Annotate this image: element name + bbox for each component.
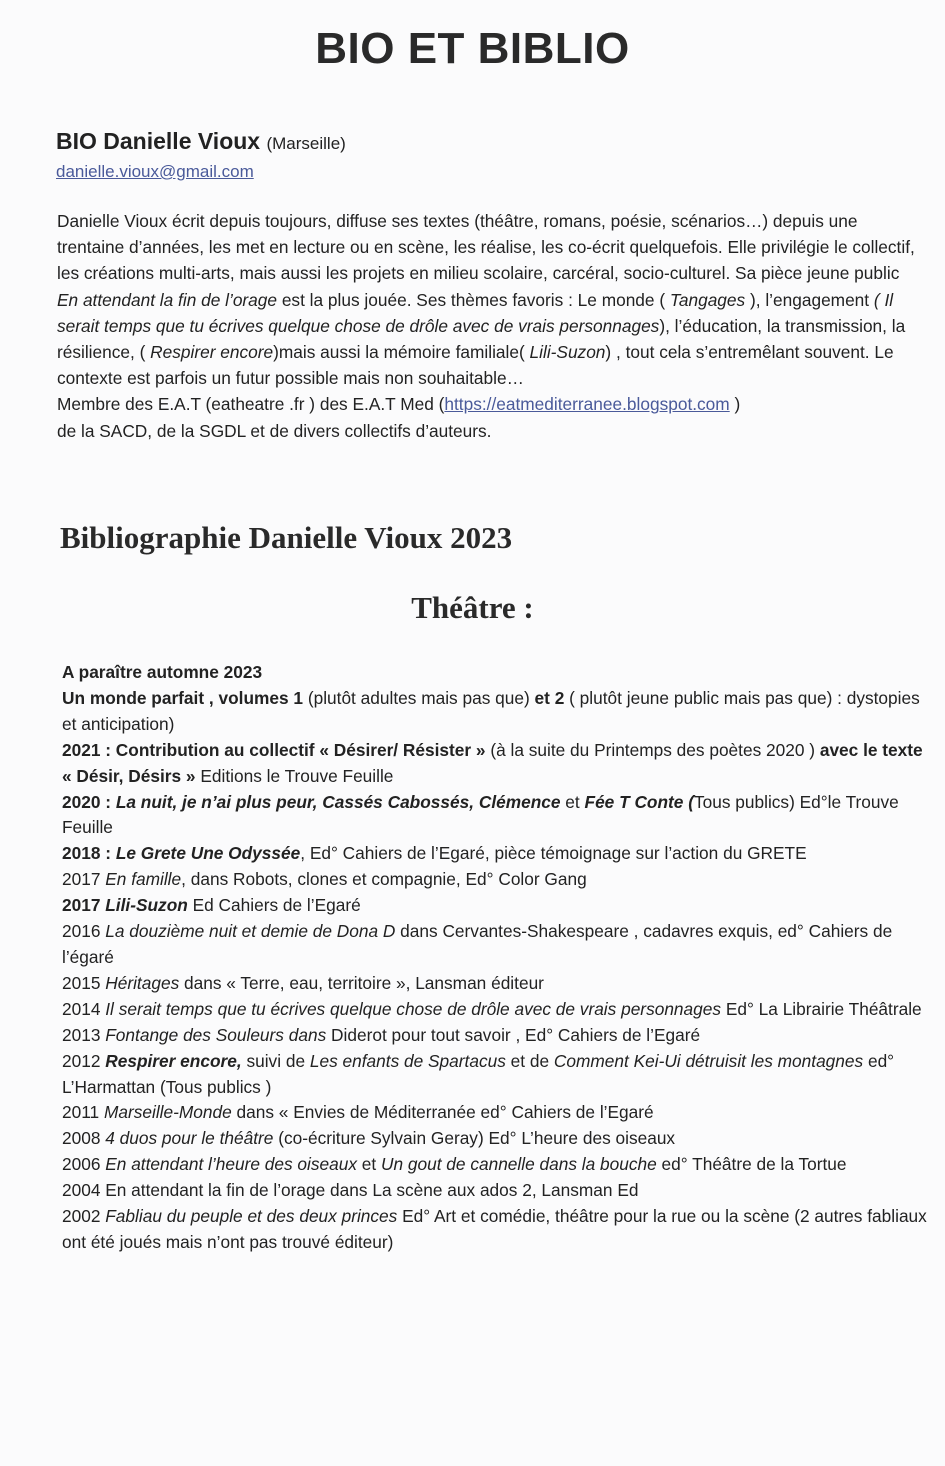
bio-text-segment: Danielle Vioux écrit depuis toujours, diffuse ses textes (théâtre, romans, poésie, scénarios…) depuis une trentaine d’années, les met en lecture ou en scène, les réalise, les co-écrit quelquefois. Elle privilégie le collectif, les créations multi-arts, mais aussi les projets en milieu scolaire, carcéral, socio-culturel. Sa pièce jeune public [57, 211, 915, 284]
entry-heading: A paraître automne 2023 [62, 662, 263, 682]
entry-year: 2014 [62, 998, 106, 1019]
bio-text-segment: ), l’éducation, la transmission, la résilience, ( [57, 315, 906, 363]
bibliography-entry [62, 1152, 927, 1178]
entry-title: La douzième nuit et demie de Dona D [105, 921, 396, 942]
entry-year: 2013 [62, 1024, 106, 1045]
bibliography-entry [62, 660, 927, 686]
bio-title-orage: En attendant la fin de l’orage [57, 289, 278, 310]
bibliography-entry [62, 1178, 927, 1204]
eatmed-link[interactable]: https://eatmediterranee.blogspot.com [444, 394, 730, 415]
entry-title: Les enfants de Spartacus [309, 1050, 506, 1071]
entry-bold: Un monde parfait , volumes 1 [62, 687, 304, 708]
page-title: BIO ET BIBLIO [315, 24, 630, 73]
bibliography-entry [62, 971, 927, 997]
entry-year: 2016 [62, 921, 106, 942]
bio-title-lili: Lili-Suzon [529, 342, 606, 363]
entry-year: 2017 [62, 869, 106, 890]
entry-text: (à la suite du Printemps des poètes 2020 ) [485, 739, 820, 760]
bibliography-entry [62, 1049, 927, 1101]
entry-text: et [356, 1154, 381, 1175]
member-text: Membre des E.A.T (eatheatre .fr ) des E.A.T Med ( [57, 394, 445, 415]
bibliography-entry [62, 738, 927, 790]
bio-heading-name: BIO Danielle Vioux [56, 128, 261, 154]
entry-title: Comment Kei-Ui détruisit les montagnes [553, 1050, 864, 1071]
entry-text: dans « Envies de Méditerranée ed° Cahiers de l’Egaré [231, 1102, 654, 1123]
entry-text: Ed° La Librairie Théâtrale [721, 998, 922, 1019]
entry-title: La nuit, je n’ai plus peur, Cassés Cabossés, Clémence [115, 791, 561, 812]
entry-year: 2018 : [62, 843, 116, 864]
entry-title: Respirer encore, [105, 1050, 242, 1071]
entry-year: 2012 [62, 1050, 106, 1071]
entry-title: Lili-Suzon [105, 895, 188, 916]
bibliography-entry [62, 919, 927, 971]
entry-text: Ed Cahiers de l’Egaré [187, 895, 361, 916]
bibliography-entry [62, 1023, 927, 1049]
entry-text: 2004 En attendant la fin de l’orage dans La scène aux ados 2, Lansman Ed [62, 1180, 639, 1201]
bio-title-tangages: Tangages [669, 289, 746, 310]
entry-year: 2017 [62, 895, 106, 916]
entry-text: , dans Robots, clones et compagnie, Ed° Color Gang [181, 869, 587, 890]
bibliography-entry [62, 1126, 927, 1152]
entry-text: (plutôt adultes mais pas que) [303, 687, 535, 708]
entry-year: 2006 [62, 1154, 106, 1175]
entry-title: Héritages [105, 972, 180, 993]
section-heading-theatre: Théâtre : [411, 590, 534, 625]
bio-title-respirer: Respirer encore [150, 342, 274, 363]
entry-title: Fabliau du peuple et des deux princes [105, 1206, 398, 1227]
bibliography-entry [62, 997, 927, 1023]
entry-text: Editions le Trouve Feuille [195, 765, 394, 786]
member-text-line2: de la SACD, de la SGDL et de divers collectifs d’auteurs. [57, 420, 492, 441]
email-link[interactable]: danielle.vioux@gmail.com [56, 162, 254, 181]
entry-title: En attendant l’heure des oiseaux [105, 1154, 357, 1175]
bio-text-segment: ) , tout cela s’entremêlant souvent. Le contexte est parfois un futur possible mais non souhaitable… [57, 342, 894, 389]
bibliography-entry [62, 893, 927, 919]
entry-title: Le Grete Une Odyssée [115, 843, 301, 864]
entry-text: ( plutôt jeune public mais pas que) : dystopies et anticipation) [62, 687, 920, 734]
bibliography-list [62, 660, 927, 1256]
bibliography-entry [62, 841, 927, 867]
entry-title: Fontange des Souleurs dans [105, 1024, 327, 1045]
entry-text: Tous publics) Ed°le Trouve Feuille [62, 791, 899, 838]
entry-year: 2008 [62, 1128, 106, 1149]
entry-title: Fée T Conte ( [584, 791, 694, 812]
entry-text: ed° L’Harmattan (Tous publics ) [62, 1050, 895, 1097]
entry-text: Ed° Art et comédie, théâtre pour la rue ou la scène (2 autres fabliaux ont été joués mais n’ont pas trouvé éditeur) [62, 1206, 927, 1252]
bibliography-entry [62, 867, 927, 893]
entry-title: En famille [105, 869, 182, 890]
entry-text: et [560, 791, 585, 812]
entry-title: Il serait temps que tu écrives quelque chose de drôle avec de vrais personnages [105, 998, 722, 1019]
entry-text: suivi de [241, 1050, 310, 1071]
entry-year: 2015 [62, 972, 106, 993]
bibliography-entry [62, 1204, 927, 1256]
bio-heading [56, 128, 346, 155]
bibliography-entry [62, 686, 927, 738]
entry-text: (co-écriture Sylvain Geray) Ed° L’heure des oiseaux [273, 1128, 676, 1149]
entry-bold: et 2 [534, 687, 565, 708]
entry-bold: avec le texte « Désir, Désirs » [62, 739, 923, 786]
entry-title: 4 duos pour le théâtre [105, 1128, 274, 1149]
entry-year: 2020 : [62, 791, 116, 812]
bio-paragraph [57, 208, 917, 444]
bio-text-segment: ), l’engagement [745, 289, 874, 310]
bio-title-serait: ( Il serait temps que tu écrives quelque chose de drôle avec de vrais personnages [57, 289, 894, 336]
bio-text-segment: est la plus jouée. Ses thèmes favoris : Le monde ( [277, 289, 670, 310]
entry-bold: 2021 : Contribution au collectif « Désirer/ Résister » [62, 739, 486, 760]
entry-text: et de [505, 1050, 554, 1071]
entry-title: Un gout de cannelle dans la bouche [380, 1154, 657, 1175]
member-text: ) [729, 394, 741, 415]
entry-text: dans Cervantes-Shakespeare , cadavres exquis, ed° Cahiers de l’égaré [62, 921, 893, 967]
entry-year: 2011 [62, 1102, 104, 1123]
entry-text: dans « Terre, eau, territoire », Lansman éditeur [179, 972, 544, 993]
bibliography-entry [62, 1100, 927, 1126]
entry-text: , Ed° Cahiers de l’Egaré, pièce témoignage sur l’action du GRETE [300, 843, 807, 864]
entry-title: Marseille-Monde [103, 1102, 232, 1123]
bibliography-entry [62, 790, 927, 842]
bio-heading-city: (Marseille) [266, 134, 346, 153]
entry-year: 2002 [62, 1206, 106, 1227]
bio-text-segment: )mais aussi la mémoire familiale( [273, 342, 530, 363]
entry-text: ed° Théâtre de la Tortue [656, 1154, 847, 1175]
bibliography-title: Bibliographie Danielle Vioux 2023 [60, 520, 513, 555]
entry-text: Diderot pour tout savoir , Ed° Cahiers de l’Egaré [326, 1024, 701, 1045]
